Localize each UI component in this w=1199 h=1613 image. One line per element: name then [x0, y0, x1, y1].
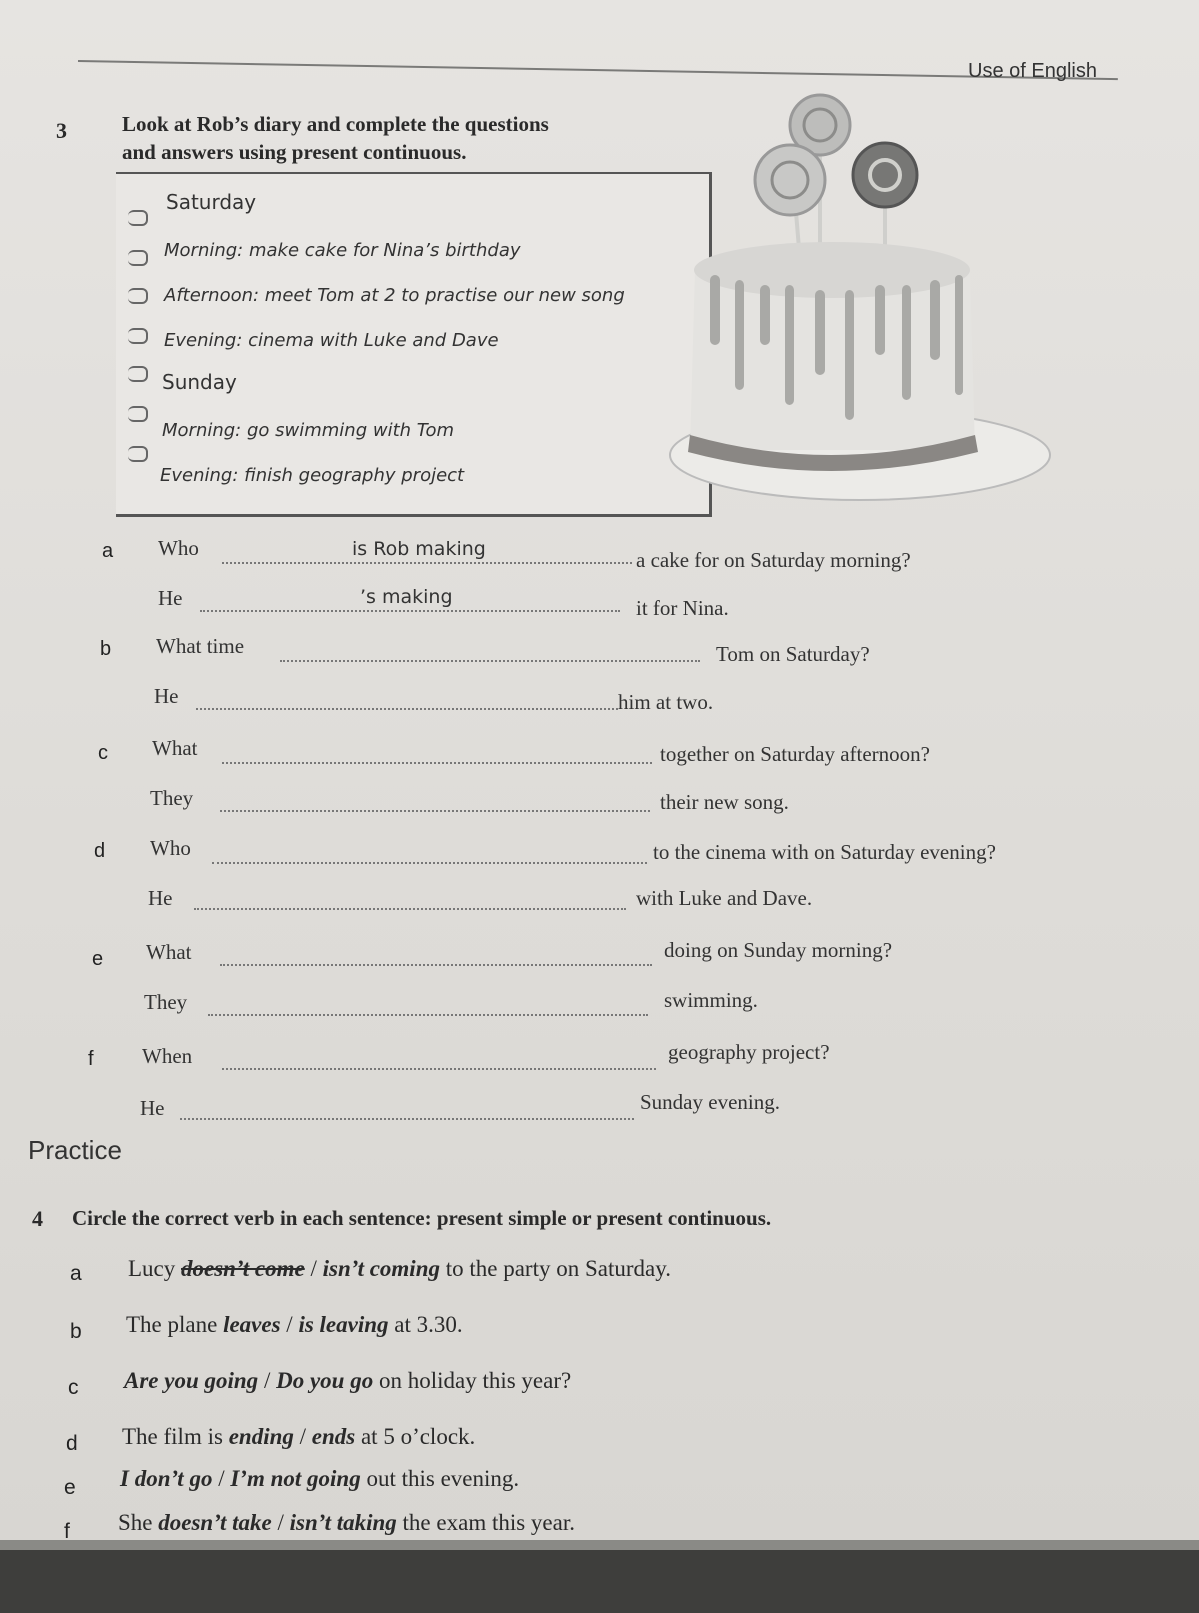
answer-b-blank[interactable]: [196, 706, 618, 710]
question-c-letter: c: [98, 742, 108, 764]
practice-a-option-1[interactable]: doesn’t come: [181, 1256, 305, 1281]
question-a-end: a cake for on Saturday morning?: [636, 548, 911, 572]
practice-a-letter: a: [70, 1262, 82, 1285]
answer-c-blank[interactable]: [220, 808, 650, 812]
practice-c-option-2[interactable]: Do you go: [276, 1368, 374, 1393]
question-b-blank[interactable]: [280, 658, 700, 662]
practice-e-option-1[interactable]: I don’t go: [120, 1466, 213, 1491]
answer-d-start: He: [148, 886, 173, 910]
question-e-letter: e: [92, 948, 104, 970]
answer-d-end: with Luke and Dave.: [636, 886, 813, 910]
page-shadow: [0, 1550, 1199, 1613]
diary-sat-evening: Evening: cinema with Luke and Dave: [164, 330, 499, 351]
section-label: Use of English: [968, 60, 1097, 82]
answer-f-start: He: [140, 1096, 165, 1120]
practice-f-option-1[interactable]: doesn’t take: [158, 1510, 272, 1535]
question-d-start: Who: [150, 836, 191, 860]
question-c-start: What: [152, 736, 198, 760]
question-c-end: together on Saturday afternoon?: [660, 742, 930, 766]
question-f-letter: f: [88, 1048, 94, 1070]
answer-a-start: He: [158, 586, 183, 610]
answer-f-end: Sunday evening.: [640, 1090, 780, 1114]
answer-c-start: They: [150, 786, 194, 810]
answer-e-end: swimming.: [664, 988, 758, 1012]
practice-e-option-2[interactable]: I’m not going: [230, 1466, 361, 1491]
answer-c-end: their new song.: [660, 790, 789, 814]
question-a-start: Who: [158, 536, 199, 560]
answer-a-blank[interactable]: [200, 608, 620, 612]
question-e-start: What: [146, 940, 192, 964]
practice-d-option-2[interactable]: ends: [311, 1424, 356, 1449]
practice-a-sentence: Lucy doesn’t come / isn’t coming to the party on Saturday.: [128, 1256, 671, 1281]
practice-e-sentence: I don’t go / I’m not going out this evening.: [120, 1466, 520, 1491]
question-a-answer: is Rob making: [352, 538, 486, 560]
answer-e-start: They: [144, 990, 188, 1014]
answer-e-blank[interactable]: [208, 1012, 648, 1016]
practice-f-letter: f: [64, 1520, 70, 1543]
diary-sat-afternoon: Afternoon: meet Tom at 2 to practise our new song: [164, 285, 625, 306]
practice-heading: Practice: [28, 1135, 122, 1165]
diary-saturday: Saturday: [166, 190, 257, 214]
practice-b-option-1[interactable]: leaves: [223, 1312, 281, 1337]
question-a-letter: a: [102, 540, 114, 562]
practice-c-letter: c: [68, 1376, 79, 1399]
practice-d-letter: d: [66, 1432, 78, 1455]
practice-c-option-1[interactable]: Are you going: [124, 1368, 259, 1393]
practice-b-letter: b: [70, 1320, 82, 1343]
practice-d-sentence: The film is ending / ends at 5 o’clock.: [122, 1424, 476, 1449]
practice-f-option-2[interactable]: isn’t taking: [289, 1510, 397, 1535]
birthday-cake-illustration: [640, 80, 1060, 540]
diary-sun-morning: Morning: go swimming with Tom: [162, 420, 455, 441]
practice-b-option-2[interactable]: is leaving: [298, 1312, 389, 1337]
diary-rings: [124, 210, 154, 470]
exercise-4-instruction: Circle the correct verb in each sentence: present simple or present continuous.: [72, 1206, 772, 1230]
question-a-blank[interactable]: [222, 560, 632, 564]
answer-d-blank[interactable]: [194, 906, 626, 910]
practice-b-sentence: The plane leaves / is leaving at 3.30.: [126, 1312, 463, 1337]
question-e-blank[interactable]: [220, 962, 652, 966]
question-d-letter: d: [94, 840, 106, 862]
practice-d-option-1[interactable]: ending: [228, 1424, 294, 1449]
question-b-end: Tom on Saturday?: [716, 642, 870, 666]
answer-b-start: He: [154, 684, 179, 708]
exercise-4-number: 4: [32, 1206, 43, 1231]
question-e-end: doing on Sunday morning?: [664, 938, 893, 962]
practice-f-sentence: She doesn’t take / isn’t taking the exam this year.: [118, 1510, 575, 1535]
exercise-3-number: 3: [56, 118, 67, 143]
answer-f-blank[interactable]: [180, 1116, 634, 1120]
diary-sat-morning: Morning: make cake for Nina’s birthday: [164, 240, 521, 261]
question-d-blank[interactable]: [212, 860, 647, 864]
diary-sunday: Sunday: [162, 370, 237, 394]
question-c-blank[interactable]: [222, 760, 652, 764]
question-b-letter: b: [100, 638, 112, 660]
answer-a-answer: ’s making: [360, 586, 453, 608]
answer-b-end: him at two.: [618, 690, 714, 714]
diary-sun-evening: Evening: finish geography project: [160, 465, 465, 486]
answer-a-end: it for Nina.: [636, 596, 729, 620]
question-f-start: When: [142, 1044, 193, 1068]
exercise-3-instruction-line1: Look at Rob’s diary and complete the questions: [122, 112, 549, 136]
practice-a-option-2[interactable]: isn’t coming: [322, 1256, 440, 1281]
question-b-start: What time: [156, 634, 245, 658]
question-f-end: geography project?: [668, 1040, 830, 1064]
question-f-blank[interactable]: [222, 1066, 656, 1070]
practice-e-letter: e: [64, 1476, 76, 1499]
exercise-3-instruction-line2: and answers using present continuous.: [122, 140, 467, 164]
question-d-end: to the cinema with on Saturday evening?: [653, 840, 996, 864]
practice-c-sentence: Are you going / Do you go on holiday this year?: [124, 1368, 572, 1393]
